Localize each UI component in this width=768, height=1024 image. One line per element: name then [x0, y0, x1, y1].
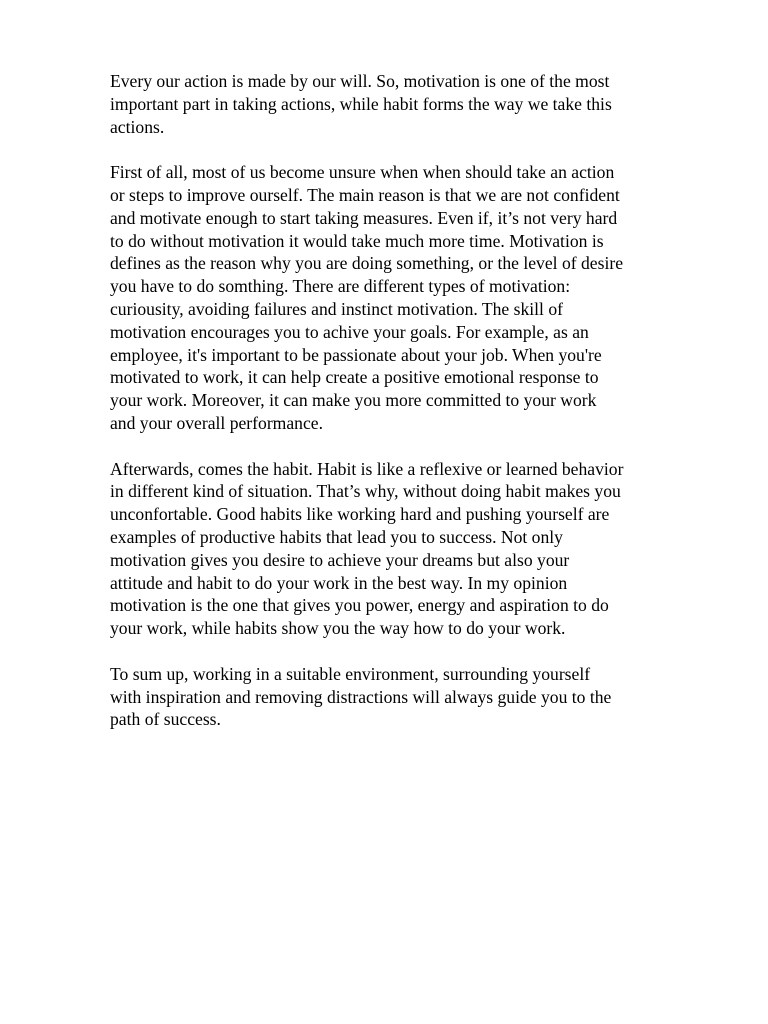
paragraph-habit: Afterwards, comes the habit. Habit is like a reflexive or learned behavior in different kind of situation. That’s why, without doing habit makes you unconfortable. Good habits like working hard and pushing yourself are examples of productive habits that lead you to success. Not only motivation gives you desire to achieve your dreams but also your attitude and habit to do your work in the best way. In my opinion motivation is the one that gives you power, energy and aspiration to do your work, while habits show you the way how to do your work. [110, 458, 624, 639]
document-body [110, 70, 710, 754]
paragraph-conclusion: To sum up, working in a suitable environment, surrounding yourself with inspiration and removing distractions will always guide you to the path of success. [110, 663, 612, 730]
paragraph-motivation: First of all, most of us become unsure when when should take an action or steps to improve ourself. The main reason is that we are not confident and motivate enough to start taking measures. Even if, it’s not very hard to do without motivation it would take much more time. Motivation is defines as the reason why you are doing something, or the level of desire you have to do somthing. There are different types of motivation: curiousity, avoiding failures and instinct motivation. The skill of motivation encourages you to achive your goals. For example, as an employee, it's important to be passionate about your job. When you're motivated to work, it can help create a positive emotional response to your work. Moreover, it can make you more committed to your work and your overall performance. [110, 162, 624, 433]
paragraph-intro: Every our action is made by our will. So, motivation is one of the most important part in taking actions, while habit forms the way we take this actions. [110, 71, 612, 137]
